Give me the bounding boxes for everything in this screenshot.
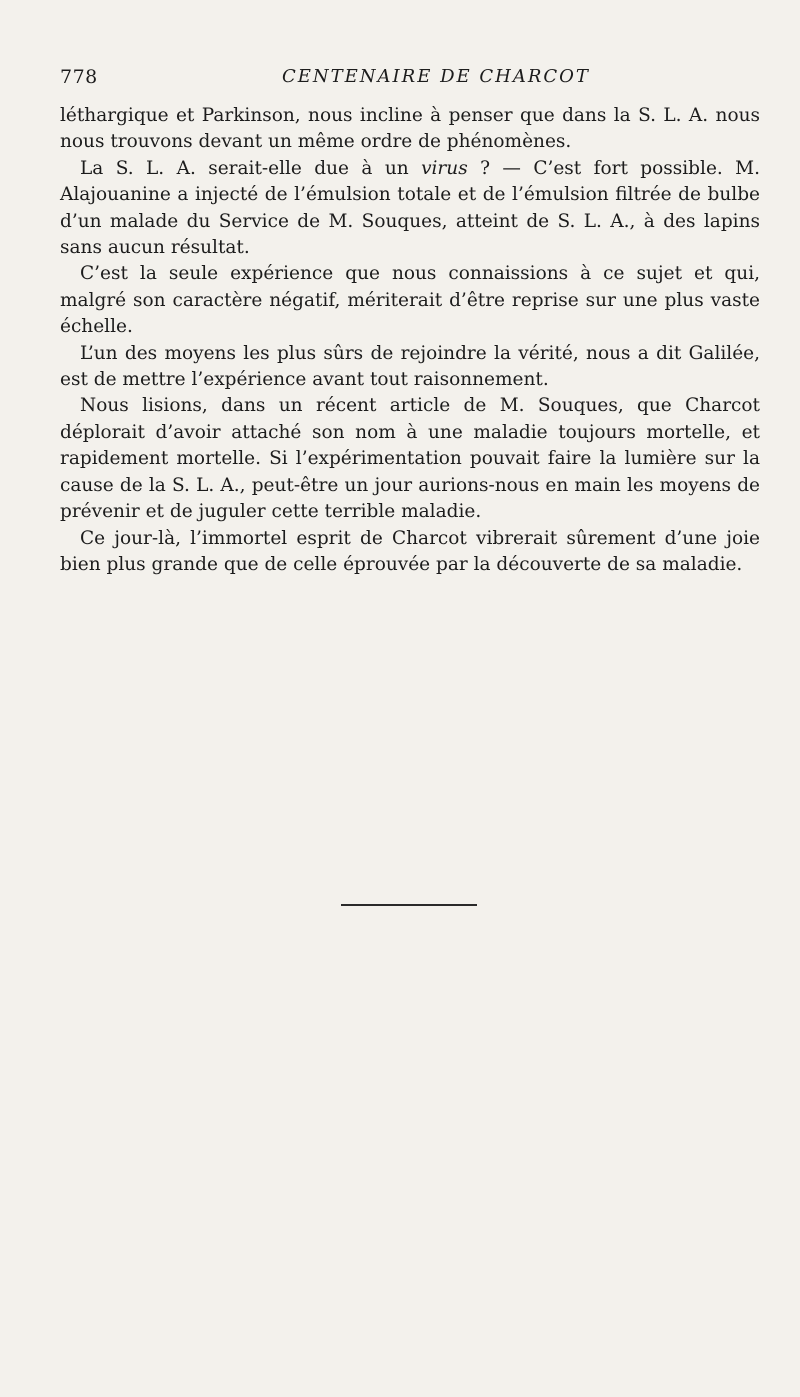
page-number: 778 <box>60 66 98 88</box>
paragraph-2 <box>60 156 760 262</box>
paragraph-6: Ce jour-là, l’immortel esprit de Charcot vibrerait sûrement d’une joie bien plus grande que de celle éprouvée par la découverte de sa maladie. <box>60 527 760 575</box>
page-header <box>60 66 760 94</box>
section-end-rule <box>341 904 477 906</box>
paragraph-2-part-2: ? — C’est fort possible. M. Alajouanine a injecté de l’émulsion totale et de l’émulsion filtrée de bulbe d’un malade du Service de M. Souques, atteint de S. L. A., à des lapins sans aucun résultat. <box>60 157 760 259</box>
paragraph-1: léthargique et Parkinson, nous incline à penser que dans la S. L. A. nous nous trouvons devant un même ordre de phénomènes. <box>60 105 760 153</box>
body-text <box>60 103 760 578</box>
running-title: CENTENAIRE DE CHARCOT <box>282 66 590 87</box>
paragraph-4: L’un des moyens les plus sûrs de rejoindre la vérité, nous a dit Galilée, est de mettre l’expérience avant tout raisonnement. <box>60 342 760 391</box>
paragraph-5: Nous lisions, dans un récent article de M. Souques, que Charcot déplorait d’avoir attaché son nom à une maladie toujours mortelle, et rapidement mortelle. Si l’expérimentation pouvait faire la lumière sur la cause de la S. L. A., peut-être un jour aurions-nous en main les moyens de prévenir et de juguler cette terrible maladie. <box>60 395 760 523</box>
paragraph-3: C’est la seule expérience que nous connaissions à ce sujet et qui, malgré son caractère négatif, mériterait d’être reprise sur une plus vaste échelle. <box>60 263 760 338</box>
paragraph-2-italic-word: virus <box>421 157 468 179</box>
paragraph-2-part-1: La S. L. A. serait-elle due à un <box>80 157 422 179</box>
